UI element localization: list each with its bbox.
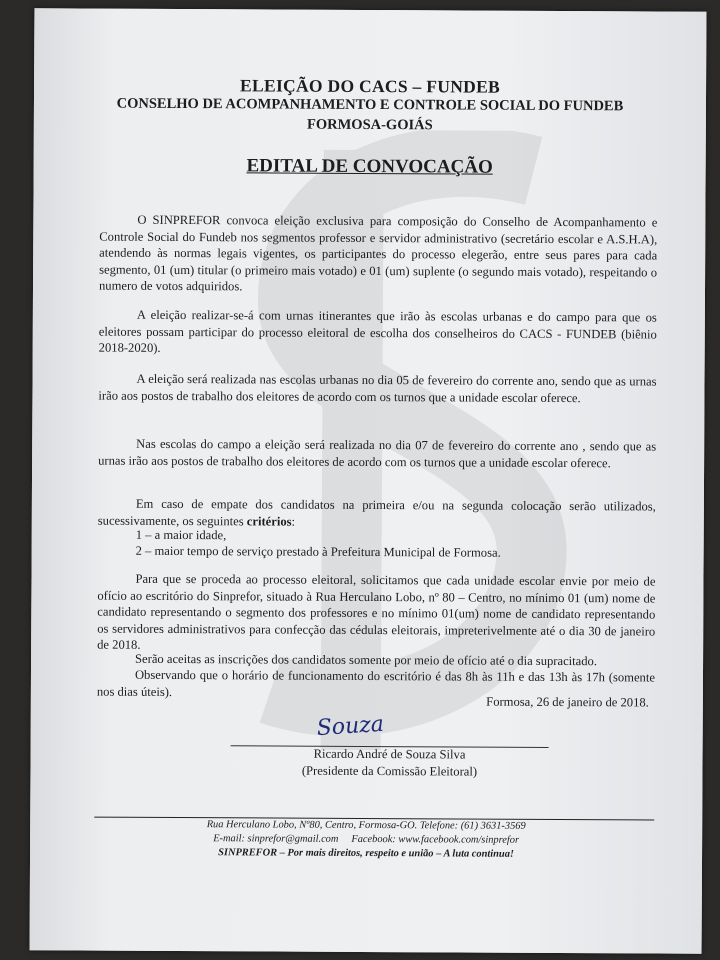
tiebreak-colon: : bbox=[291, 514, 296, 529]
council-name: CONSELHO DE ACOMPANHAMENTO E CONTROLE SOCIAL DO FUNDEB bbox=[116, 95, 624, 115]
document-date: Formosa, 26 de janeiro de 2018. bbox=[486, 694, 649, 710]
footer-contact: E-mail: sinprefor@gmail.com Facebook: www.facebook.com/sinprefor bbox=[213, 833, 520, 846]
tiebreak-text: Em caso de empate dos candidatos na primeira e/ou na segunda colocação serão utilizados, sucessivamente, os seguintes bbox=[97, 496, 656, 528]
criterion-1: 1 – a maior idade, bbox=[135, 527, 227, 543]
edital-heading: EDITAL DE CONVOCAÇÃO bbox=[246, 155, 493, 178]
paragraph-itinerant-urns: A eleição realizar-se-á com urnas itinerantes que irão às escolas urbanas e do campo para que os eleitores possam participar do processo eleitoral de escolha dos conselheiros do CACS - FUNDEB (biênio 2018-2020). bbox=[98, 307, 657, 355]
paragraph-convocation: O SINPREFOR convoca eleição exclusiva para composição do Conselho de Acompanhamento e Controle Social do Fundeb nos segmentos professor e servidor administrativo (secretário escolar e A.S.H.A), atendendo às normas legais vigentes, os participantes do processo elegerão, entre seus pares para cada segmento, 01 (um) titular (o primeiro mais votado) e 01 (um) suplente (o segundo mais votado), respeitando o numero de votos adquiridos. bbox=[98, 212, 658, 294]
paragraph-office-hours: Observando que o horário de funcionamento do escritório é das 8h às 11h e das 13h às 17h (somente nos dias úteis). bbox=[96, 667, 656, 699]
signatory-role: (Presidente da Comissão Eleitoral) bbox=[301, 763, 478, 779]
paragraph-urban-schools: A eleição será realizada nas escolas urbanas no dia 05 de fevereiro do corrente ano, sendo que as urnas irão aos postos de trabalho dos eleitores de acordo com os turnos que a unidade escolar oferece. bbox=[98, 371, 657, 405]
paragraph-candidates-request: Para que se proceda ao processo eleitoral, solicitamos que cada unidade escolar envie por meio de ofício ao escritório do Sinprefor, situado à Rua Herculano Lobo, nº 80 – Centro, no mínimo 01 (um) nome de candidato representando o segmento dos professores e no mínimo 01(um) nome de candidato representando os servidores administrativos para confecção das cédulas eleitorais, impreterivelmente até o dia 30 de janeiro de 2018. bbox=[97, 571, 656, 652]
city-name: FORMOSA-GOIÁS bbox=[306, 116, 433, 134]
election-title: ELEIÇÃO DO CACS – FUNDEB bbox=[240, 75, 501, 97]
signatory-name: Ricardo André de Souza Silva bbox=[313, 746, 466, 762]
criteria-label: critérios bbox=[246, 513, 292, 529]
handwritten-signature: Souza bbox=[315, 711, 385, 742]
document-sheet bbox=[30, 8, 707, 954]
footer-slogan: SINPREFOR – Por mais direitos, respeito e união – A luta continua! bbox=[218, 847, 514, 860]
paragraph-rural-schools: Nas escolas do campo a eleição será realizada no dia 07 de fevereiro do corrente ano , sendo que as urnas irão aos postos de trabalho dos eleitores de acordo com os turnos que a unidade escolar oferece. bbox=[98, 436, 657, 470]
paragraph-tiebreak bbox=[98, 496, 656, 532]
paragraph-registrations: Serão aceitas as inscrições dos candidatos somente por meio de ofício até o dia supracitado. bbox=[135, 651, 598, 669]
footer-address: Rua Herculano Lobo, Nº80, Centro, Formosa-GO. Telefone: (61) 3631-3569 bbox=[206, 819, 526, 832]
criterion-2: 2 – maior tempo de serviço prestado à Prefeitura Municipal de Formosa. bbox=[135, 543, 501, 560]
